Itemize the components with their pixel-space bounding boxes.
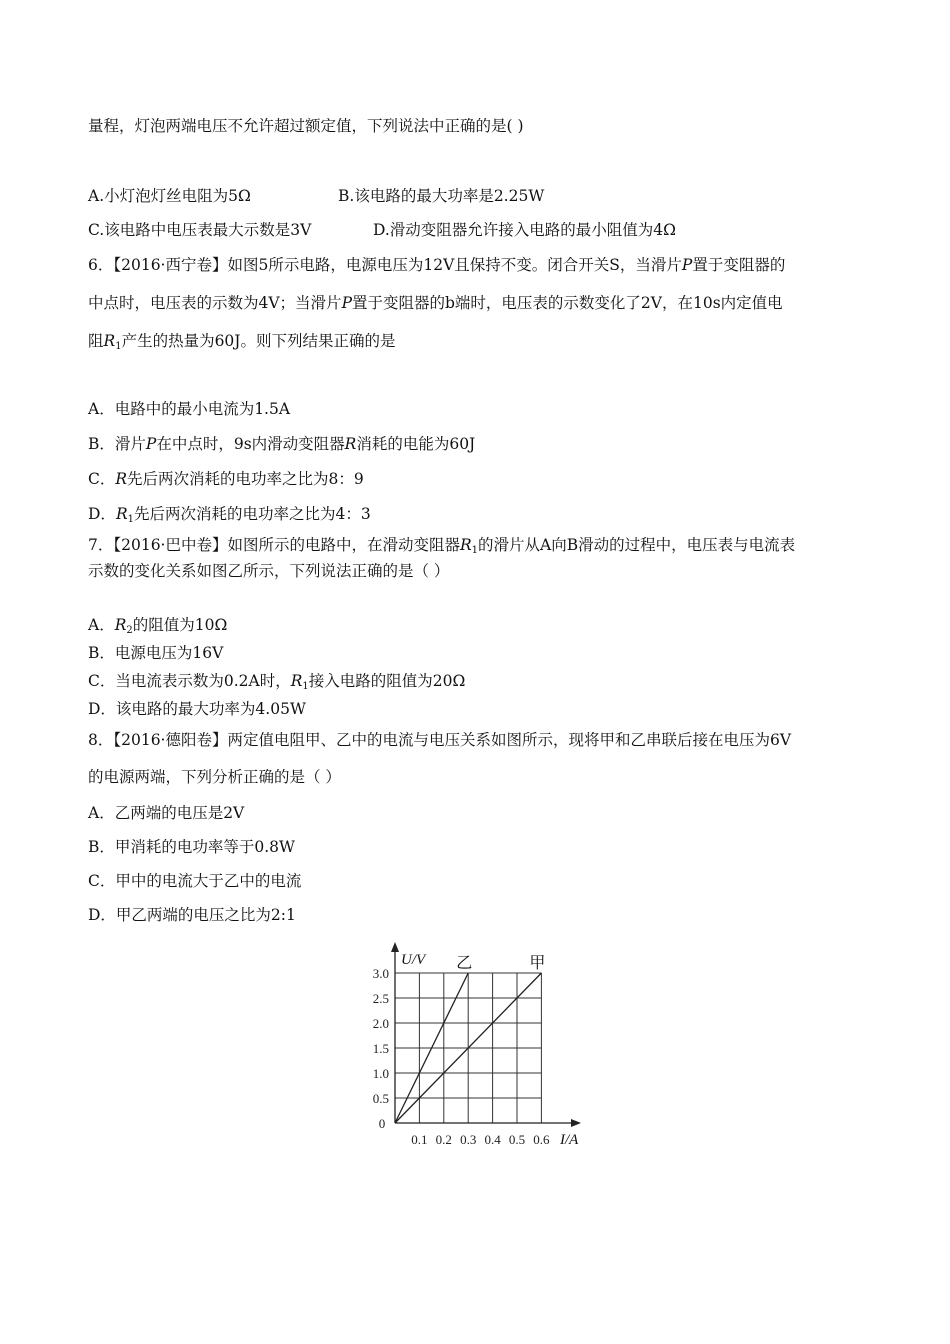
q6-stem-line3: 阻$R_1$产生的热量为60J。则下列结果正确的是 [88, 332, 396, 352]
x-tick-label: 0.2 [435, 1132, 452, 1147]
q8-option-b: B．甲消耗的电功率等于0.8W [88, 838, 295, 856]
x-tick-label: 0.3 [460, 1132, 477, 1147]
q7-option-d: D．该电路的最大功率为4.05W [88, 700, 306, 718]
q8-option-a: A．乙两端的电压是2V [88, 804, 245, 822]
q7-stem-line1: 7．【2016·巴中卷】如图所示的电路中，在滑动变阻器$R_1$的滑片从A向B滑动的过程中，电压表与电流表 [88, 536, 796, 556]
x-tick-label: 0.6 [533, 1132, 550, 1147]
y-tick-label: 1.5 [372, 1041, 389, 1056]
q7-stem-line2: 示数的变化关系如图乙所示，下列说法正确的是（ ） [88, 562, 450, 580]
q5-option-a: A.小灯泡灯丝电阻为5Ω [88, 187, 251, 205]
x-tick-label: 0.1 [411, 1132, 428, 1147]
x-tick-label: 0.4 [484, 1132, 501, 1147]
series-label: 乙 [456, 955, 473, 972]
x-tick-label: 0.5 [508, 1132, 526, 1147]
chart-labels [373, 952, 579, 1148]
q6-option-a: A．电路中的最小电流为1.5A [88, 400, 291, 418]
q7-option-a: A．$R_2$的阻值为10Ω [88, 616, 228, 636]
q5-option-b: B.该电路的最大功率是2.25W [338, 187, 545, 205]
q7-option-c: C．当电流表示数为0.2A时，$R_1$接入电路的阻值为20Ω [88, 672, 466, 692]
y-axis-arrow [391, 942, 399, 952]
q6-option-b: B．滑片P在中点时，9s内滑动变阻器R消耗的电能为60J [88, 435, 476, 453]
y-tick-label: 2.0 [372, 1016, 389, 1031]
x-axis-arrow [571, 1119, 581, 1127]
x-axis-label: I/A [560, 1132, 579, 1148]
y-tick-label: 1.0 [372, 1066, 389, 1081]
q6-stem-line1: 6．【2016·西宁卷】如图5所示电路，电源电压为12V且保持不变。闭合开关S，当滑片P置于变阻器的 [88, 256, 786, 274]
y-tick-label: 0.5 [372, 1091, 389, 1106]
q7-option-b: B．电源电压为16V [88, 644, 224, 662]
series-label: 甲 [529, 955, 546, 972]
q5-stem-tail: 量程，灯泡两端电压不允许超过额定值，下列说法中正确的是( ) [88, 117, 524, 135]
q8-option-c: C．甲中的电流大于乙中的电流 [88, 872, 302, 890]
y-tick-label: 3.0 [372, 966, 389, 981]
q5-option-d: D.滑动变阻器允许接入电路的最小阻值为4Ω [373, 221, 677, 239]
q8-stem-line1: 8．【2016·德阳卷】两定值电阻甲、乙中的电流与电压关系如图所示，现将甲和乙串联后接在电压为6V [88, 731, 792, 749]
q6-option-d: D．$R_1$先后两次消耗的电功率之比为4：3 [88, 505, 371, 525]
y-tick-label: 2.5 [372, 991, 389, 1006]
u-i-chart [355, 940, 595, 1150]
q5-option-c: C.该电路中电压表最大示数是3V [88, 221, 312, 239]
y-axis-label: U/V [401, 952, 426, 968]
origin-label: 0 [378, 1116, 386, 1131]
q8-option-d: D．甲乙两端的电压之比为2:1 [88, 906, 296, 924]
q8-stem-line2: 的电源两端，下列分析正确的是（ ） [88, 768, 341, 786]
q6-stem-line2: 中点时，电压表的示数为4V；当滑片P置于变阻器的b端时，电压表的示数变化了2V，在10s内定值电 [88, 294, 783, 312]
q6-option-c: C．R先后两次消耗的电功率之比为8：9 [88, 470, 364, 488]
